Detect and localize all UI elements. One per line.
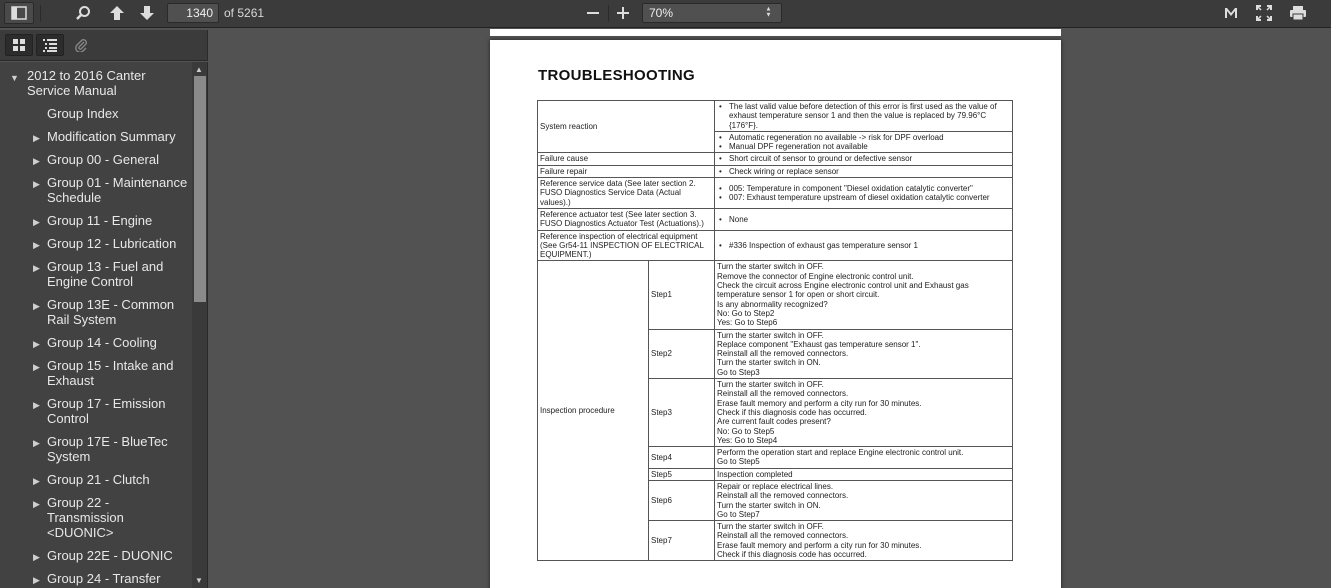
table-row	[538, 178, 1013, 209]
step-line: Turn the starter switch in OFF.	[717, 522, 824, 532]
fullscreen-icon	[1256, 5, 1272, 21]
step-line: Erase fault memory and perform a city run for 30 minutes.	[717, 398, 922, 408]
table-cell	[715, 230, 1013, 261]
step-line: Remove the connector of Engine electronic control unit.	[717, 271, 914, 281]
bullet-item: • The last valid value before detection of this error is first used as the value of exhaust temperature sensor 1 and then the value is replaced by 79.96°C {176°F}.	[717, 102, 1010, 130]
caret-right-icon[interactable]: ▶	[33, 438, 40, 448]
caret-down-icon[interactable]: ▼	[10, 73, 19, 83]
caret-right-icon[interactable]: ▶	[33, 301, 40, 311]
step-label: Step2	[649, 329, 715, 378]
row-label: Reference service data (See later section 2. FUSO Diagnostics Service Data (Actual values).)	[538, 178, 715, 209]
grid-icon	[12, 38, 26, 52]
table-cell	[715, 165, 1013, 177]
outline-item[interactable]	[0, 171, 192, 209]
row-label: Reference inspection of electrical equipment (See Gr54-11 INSPECTION OF ELECTRICAL EQUIPMENT.)	[538, 230, 715, 261]
bullet-list	[717, 215, 1010, 224]
arrow-down-icon	[139, 5, 155, 21]
row-label: Inspection procedure	[538, 261, 649, 561]
outline-item[interactable]	[0, 468, 192, 491]
list-icon	[42, 38, 58, 52]
paperclip-icon	[74, 38, 88, 52]
outline-item[interactable]	[0, 125, 192, 148]
step-line: Go to Step5	[717, 457, 760, 467]
step-line: Go to Step3	[717, 367, 760, 377]
step-line: Are current fault codes present?	[717, 417, 831, 427]
step-label: Step1	[649, 261, 715, 329]
step-line: Turn the starter switch in ON.	[717, 500, 821, 510]
row-label: System reaction	[538, 101, 715, 153]
document-viewer[interactable]	[209, 29, 1331, 588]
bullet-item: • 005: Temperature in component "Diesel oxidation catalytic converter"	[717, 184, 1010, 193]
sidebar-view-toolbar	[0, 30, 208, 61]
step-line: Repair or replace electrical lines.	[717, 481, 834, 491]
caret-right-icon[interactable]: ▶	[33, 552, 40, 562]
caret-right-icon[interactable]: ▶	[33, 240, 40, 250]
step-line: Turn the starter switch in OFF.	[717, 380, 824, 390]
step-content	[715, 261, 1013, 329]
bullet-item: • Manual DPF regeneration not available	[717, 142, 1010, 151]
bullet-item: • #336 Inspection of exhaust gas temperature sensor 1	[717, 241, 1010, 250]
scroll-up-arrow-icon[interactable]: ▲	[195, 65, 203, 74]
step-content	[715, 468, 1013, 480]
outline-item-label: 2012 to 2016 Canter Service Manual	[27, 68, 146, 98]
step-line: Yes: Go to Step6	[717, 318, 778, 328]
caret-right-icon[interactable]: ▶	[33, 499, 40, 509]
caret-right-icon[interactable]: ▶	[33, 263, 40, 273]
caret-right-icon[interactable]: ▶	[33, 575, 40, 585]
caret-right-icon[interactable]: ▶	[33, 362, 40, 372]
main-toolbar	[0, 0, 1331, 28]
zoom-value: 70%	[649, 6, 674, 20]
outline-list	[0, 62, 192, 588]
caret-right-icon[interactable]: ▶	[33, 476, 40, 486]
step-label: Step7	[649, 521, 715, 561]
step-line: No: Go to Step2	[717, 308, 775, 318]
step-line: Perform the operation start and replace Engine electronic control unit.	[717, 448, 964, 458]
minus-icon	[586, 6, 600, 20]
caret-right-icon[interactable]: ▶	[33, 339, 40, 349]
next-page-button[interactable]	[134, 2, 160, 24]
step-line: Yes: Go to Step4	[717, 435, 778, 445]
table-cell	[715, 208, 1013, 230]
step-label: Step4	[649, 447, 715, 469]
bullet-list	[717, 167, 1010, 176]
previous-page-bottom	[490, 29, 1061, 36]
sidebar-icon	[11, 6, 27, 20]
table-row	[538, 101, 1013, 132]
step-line: Go to Step7	[717, 509, 760, 519]
outline-item-label: Modification Summary	[47, 129, 176, 144]
page-title: TROUBLESHOOTING	[538, 67, 695, 84]
presentation-mode-button[interactable]	[1218, 2, 1244, 24]
table-cell	[715, 153, 1013, 165]
letter-m-icon	[1224, 7, 1238, 19]
caret-right-icon[interactable]: ▶	[33, 179, 40, 189]
troubleshooting-table	[537, 100, 1013, 561]
step-line: Turn the starter switch in OFF.	[717, 330, 824, 340]
step-line: Check if this diagnosis code has occurred.	[717, 550, 867, 560]
outline-item-label: Group 17E - BlueTec System	[47, 434, 168, 464]
step-content	[715, 447, 1013, 469]
step-line: Replace component "Exhaust gas temperature sensor 1".	[717, 339, 921, 349]
outline-item-label: Group 22 - Transmission <DUONIC>	[47, 495, 124, 540]
outline-item-label: Group 00 - General	[47, 152, 160, 167]
bullet-list	[717, 241, 1010, 250]
step-line: Erase fault memory and perform a city run for 30 minutes.	[717, 540, 922, 550]
print-button[interactable]	[1285, 2, 1311, 24]
outline-item[interactable]	[0, 148, 192, 171]
row-label: Reference actuator test (See later section 3. FUSO Diagnostics Actuator Test (Actuations).)	[538, 208, 715, 230]
outline-item-label: Group 01 - Maintenance Schedule	[47, 175, 188, 205]
caret-right-icon[interactable]: ▶	[33, 217, 40, 227]
outline-view-button[interactable]	[36, 34, 64, 56]
outline-item-label: Group 14 - Cooling	[47, 335, 157, 350]
row-label: Failure repair	[538, 165, 715, 177]
outline-item-label: Group 17 - Emission Control	[47, 396, 166, 426]
zoom-in-button[interactable]	[610, 2, 636, 24]
bullet-item: • None	[717, 215, 1010, 224]
attachments-view-button[interactable]	[67, 34, 95, 56]
step-line: Reinstall all the removed connectors.	[717, 491, 849, 501]
outline-item-label: Group 13E - Common Rail System	[47, 297, 175, 327]
printer-icon	[1289, 5, 1307, 21]
outline-item[interactable]	[0, 354, 192, 392]
bullet-item: • Short circuit of sensor to ground or defective sensor	[717, 154, 1010, 163]
step-line: No: Go to Step5	[717, 426, 775, 436]
outline-panel	[0, 62, 208, 588]
bullet-list	[717, 102, 1010, 130]
toolbar-divider	[40, 5, 41, 21]
outline-item-label: Group 11 - Engine	[47, 213, 153, 228]
outline-scrollbar[interactable]	[192, 62, 208, 588]
search-icon	[75, 5, 91, 21]
step-content	[715, 480, 1013, 520]
step-line: Reinstall all the removed connectors.	[717, 531, 849, 541]
outline-item-label: Group Index	[47, 106, 119, 121]
outline-item[interactable]	[0, 392, 192, 430]
row-label: Failure cause	[538, 153, 715, 165]
table-row	[538, 153, 1013, 165]
caret-right-icon[interactable]: ▶	[33, 156, 40, 166]
zoom-out-button[interactable]	[580, 2, 606, 24]
select-arrows-icon: ▲ ▼	[765, 4, 772, 18]
bullet-item: • Check wiring or replace sensor	[717, 167, 1010, 176]
outline-item[interactable]	[0, 255, 192, 293]
bullet-list	[717, 184, 1010, 203]
scroll-down-arrow-icon[interactable]: ▼	[195, 576, 203, 585]
arrow-up-icon	[109, 5, 125, 21]
outline-item-label: Group 12 - Lubrication	[47, 236, 177, 251]
step-line: Check the circuit across Engine electronic control unit and Exhaust gas temperature sensor 1 for open or short circuit.	[717, 281, 969, 300]
step-content	[715, 329, 1013, 378]
step-line: Check if this diagnosis code has occurred.	[717, 407, 867, 417]
fullscreen-button[interactable]	[1251, 2, 1277, 24]
outline-item[interactable]	[0, 567, 192, 588]
step-line: Inspection completed	[717, 469, 793, 479]
page-number-input[interactable]: 1340	[167, 3, 219, 23]
sidebar-toggle-button[interactable]	[4, 2, 34, 24]
outline-item-label: Group 13 - Fuel and Engine Control	[47, 259, 164, 289]
bullet-item: • Automatic regeneration no available -> risk for DPF overload	[717, 133, 1010, 142]
caret-right-icon[interactable]: ▶	[33, 133, 40, 143]
outline-item[interactable]	[0, 102, 192, 125]
step-line: Turn the starter switch in ON.	[717, 358, 821, 368]
bullet-list	[717, 133, 1010, 152]
outline-item-label: Group 15 - Intake and Exhaust	[47, 358, 174, 388]
step-line: Reinstall all the removed connectors.	[717, 389, 849, 399]
page-count-label: of 5261	[224, 6, 265, 20]
outline-item[interactable]	[0, 331, 192, 354]
outline-item[interactable]	[0, 293, 192, 331]
outline-item[interactable]	[0, 62, 192, 102]
table-cell	[715, 178, 1013, 209]
plus-icon	[616, 6, 630, 20]
outline-item[interactable]	[0, 491, 192, 544]
step-content	[715, 521, 1013, 561]
bullet-list	[717, 154, 1010, 163]
table-row	[538, 208, 1013, 230]
scrollbar-thumb[interactable]	[194, 76, 206, 302]
outline-item[interactable]	[0, 209, 192, 232]
outline-item[interactable]	[0, 232, 192, 255]
step-label: Step3	[649, 379, 715, 447]
outline-item-label: Group 22E - DUONIC	[47, 548, 173, 563]
step-label: Step6	[649, 480, 715, 520]
find-button[interactable]	[70, 2, 96, 24]
thumbnails-view-button[interactable]	[5, 34, 33, 56]
pdf-page	[490, 40, 1061, 588]
outline-item-label: Group 24 - Transfer	[47, 571, 161, 586]
table-cell	[715, 101, 1013, 132]
toolbar-divider	[608, 5, 609, 21]
zoom-select[interactable]	[642, 3, 782, 23]
outline-item-label: Group 21 - Clutch	[47, 472, 150, 487]
step-line: Reinstall all the removed connectors.	[717, 349, 849, 359]
outline-item[interactable]	[0, 544, 192, 567]
step-content	[715, 379, 1013, 447]
step-label: Step5	[649, 468, 715, 480]
bullet-item: • 007: Exhaust temperature upstream of diesel oxidation catalytic converter	[717, 193, 1010, 202]
table-row	[538, 261, 1013, 329]
step-line: Turn the starter switch in OFF.	[717, 262, 824, 272]
caret-right-icon[interactable]: ▶	[33, 400, 40, 410]
table-row	[538, 230, 1013, 261]
previous-page-button[interactable]	[104, 2, 130, 24]
step-line: Is any abnormality recognized?	[717, 299, 828, 309]
table-cell	[715, 131, 1013, 153]
outline-item[interactable]	[0, 430, 192, 468]
table-row	[538, 165, 1013, 177]
